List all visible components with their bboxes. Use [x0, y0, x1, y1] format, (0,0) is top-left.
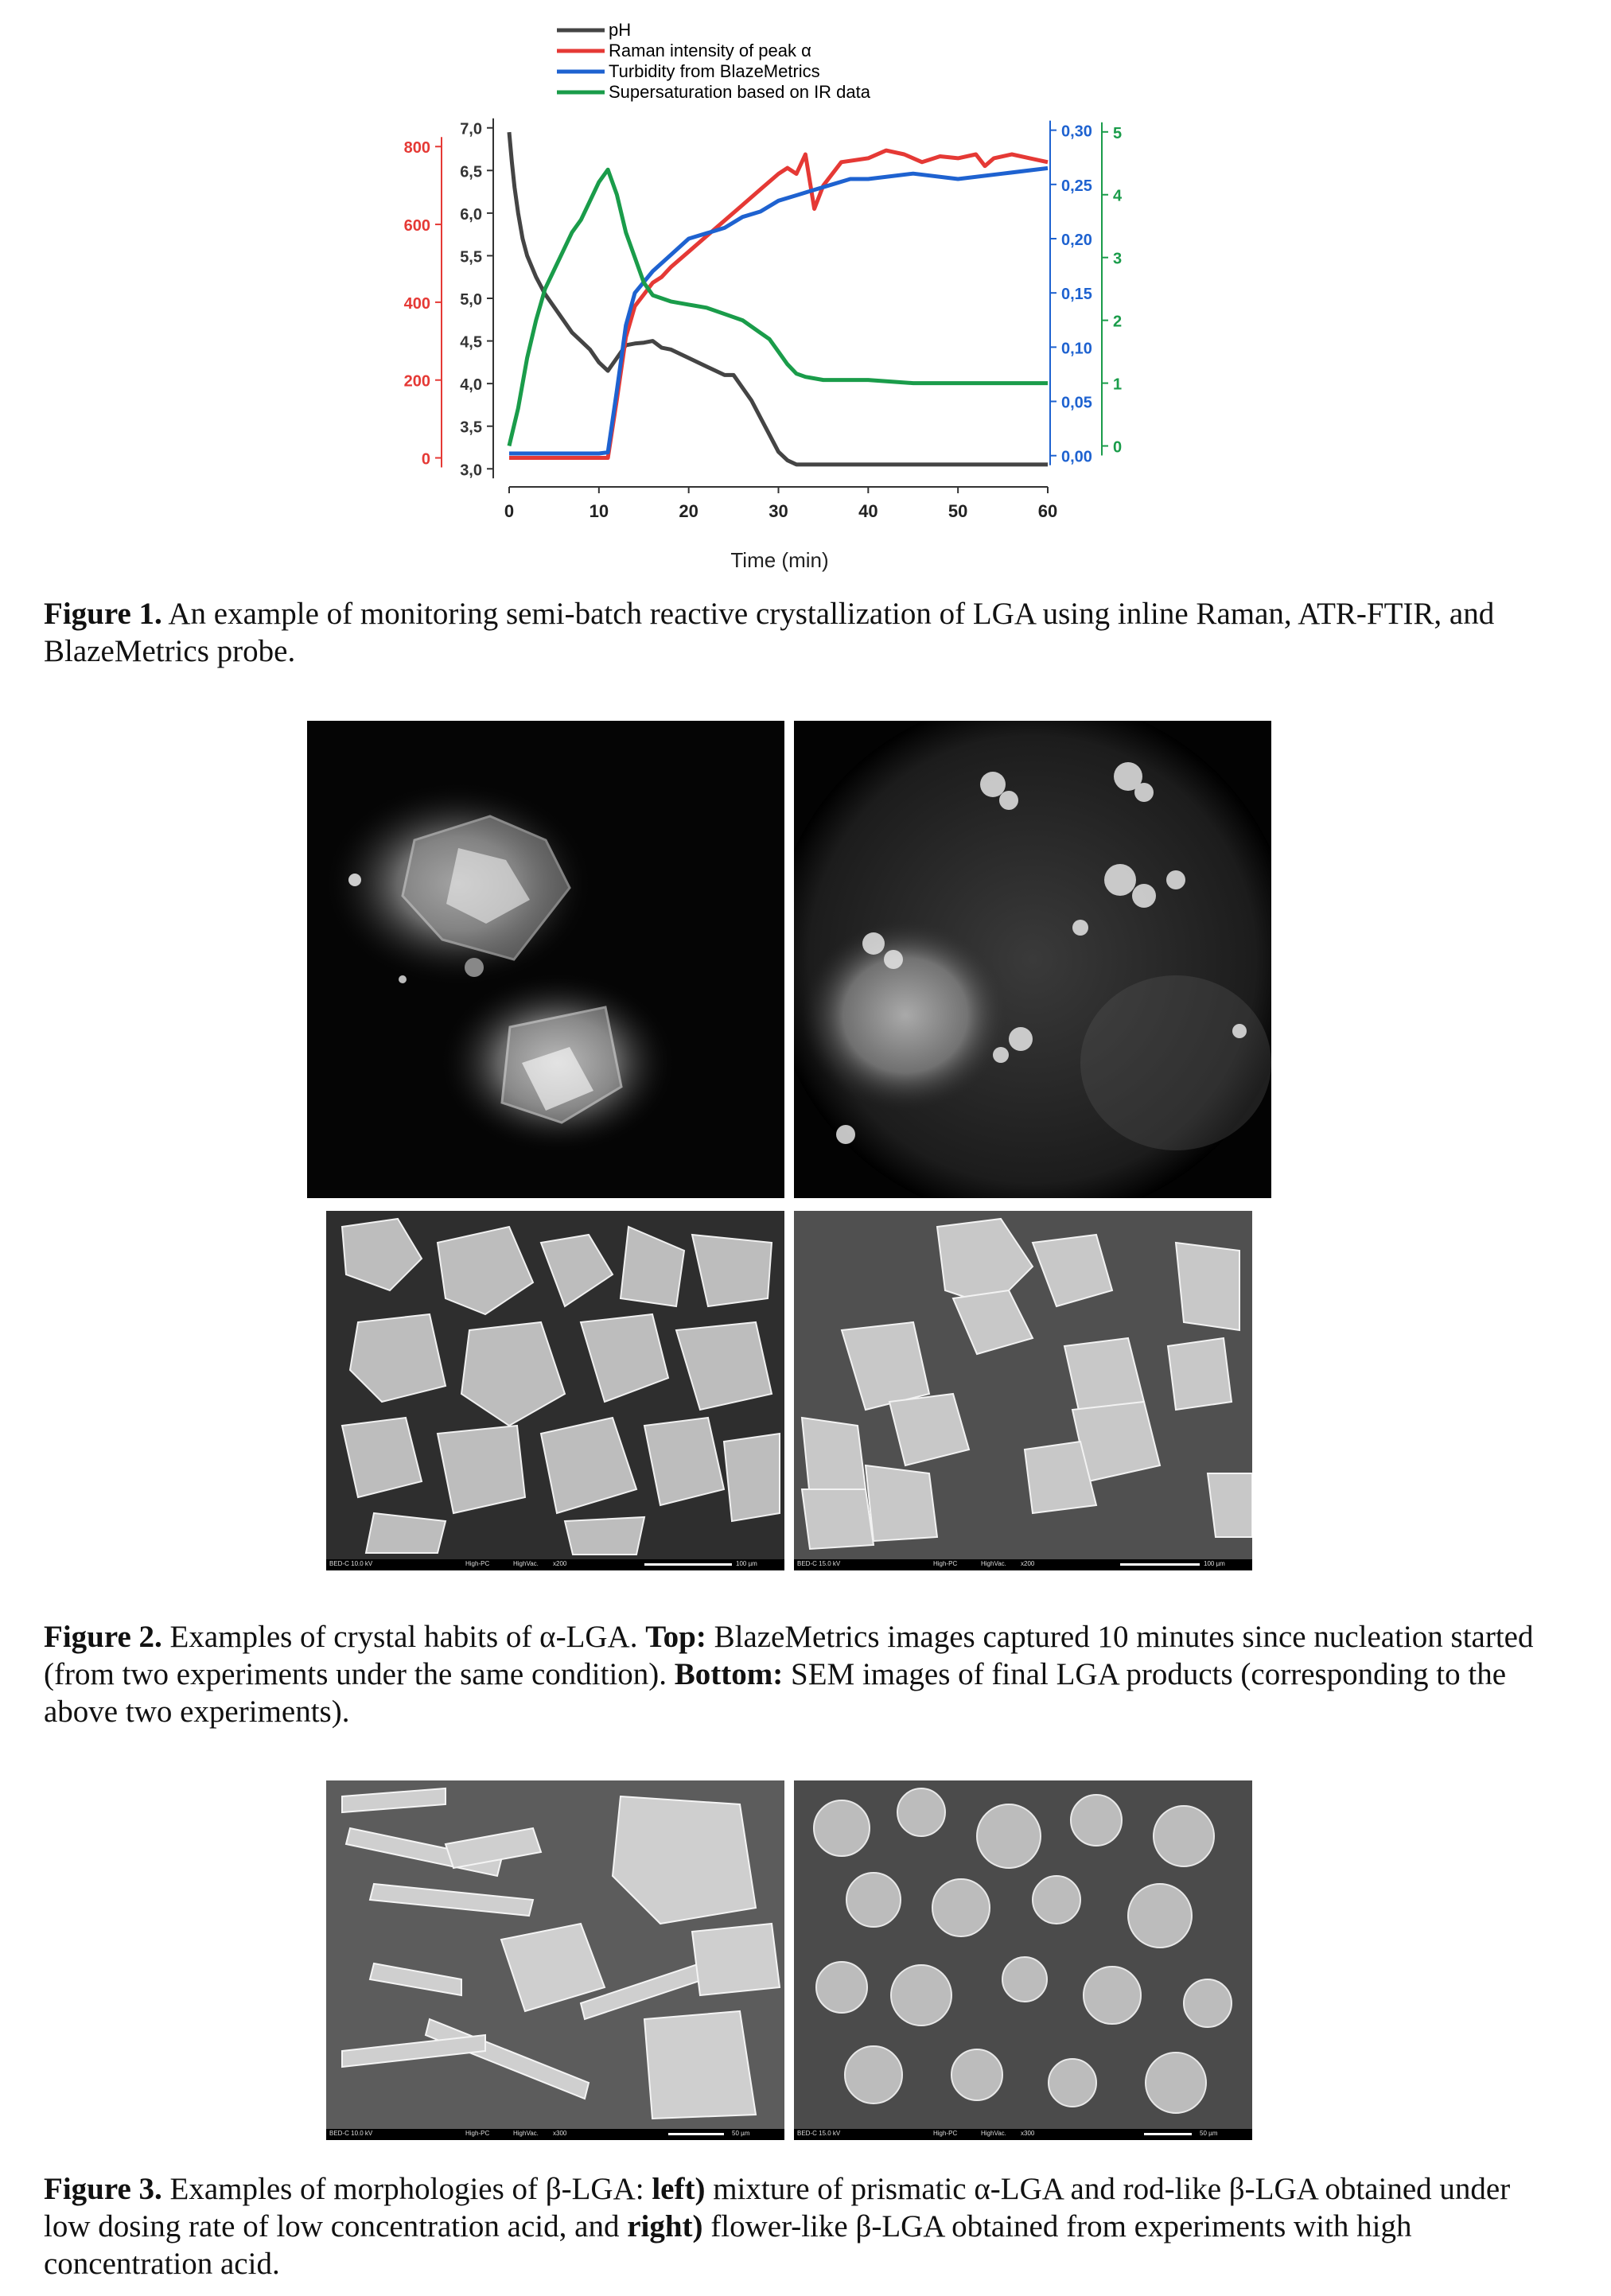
figure3-caption	[44, 2170, 1555, 2282]
sem-scale-bar	[1144, 2133, 1192, 2135]
blazemetrics-image-right	[794, 721, 1271, 1198]
figure1-text: An example of monitoring semi-batch reactive crystallization of LGA using inline Raman, ATR-FTIR, and BlazeMetrics probe.	[44, 597, 1495, 668]
ph-tick-label: 6,0	[460, 205, 482, 224]
x-axis-label: Time (min)	[730, 548, 829, 572]
sem-info-bar	[326, 1559, 784, 1570]
turbidity-tick-label: 0,05	[1061, 394, 1092, 412]
sem-scale: 50 µm	[732, 2130, 750, 2137]
sem-info-bar	[326, 2129, 784, 2140]
sem-image-fig3-right	[794, 1780, 1252, 2140]
ph-tick-label: 6,5	[460, 163, 482, 181]
sem-detector: BED-C 15.0 kV	[797, 1560, 841, 1567]
ph-tick-label: 3,0	[460, 461, 482, 480]
sem-image-fig2-right	[794, 1211, 1252, 1570]
supersaturation-tick-label: 3	[1113, 250, 1123, 268]
supersaturation-tick-label: 4	[1113, 187, 1123, 205]
x-tick-label: 10	[589, 501, 609, 521]
figure3-text-3: flower-like β-LGA obtained from experiments with high concentration acid.	[44, 2209, 1412, 2281]
series-line-turbidity	[509, 168, 1048, 453]
sem-image-fig3-left-art	[326, 1780, 784, 2129]
raman-tick-label: 800	[403, 139, 430, 158]
turbidity-tick-label: 0,10	[1061, 340, 1092, 358]
sem-scale-bar	[668, 2133, 724, 2135]
turbidity-tick-label: 0,00	[1061, 448, 1092, 466]
supersaturation-tick-label: 5	[1113, 124, 1123, 142]
sem-mode: High-PC	[465, 1560, 490, 1567]
sem-detector: BED-C 10.0 kV	[329, 1560, 373, 1567]
turbidity-tick-label: 0,20	[1061, 232, 1092, 249]
ph-tick-label: 3,5	[460, 418, 482, 437]
sem-mode: High-PC	[933, 2130, 958, 2137]
x-tick-label: 30	[769, 501, 788, 521]
sem-image-fig3-left	[326, 1780, 784, 2140]
sem-scale: 100 µm	[736, 1560, 757, 1567]
sem-mag: x200	[1021, 1560, 1035, 1567]
sem-mag: x200	[553, 1560, 567, 1567]
figure2-bottom-label: Bottom:	[674, 1657, 784, 1691]
blazemetrics-image-left-art	[307, 721, 784, 1198]
figure3-right-label: right)	[627, 2209, 703, 2243]
chart-legend	[557, 20, 871, 102]
blazemetrics-image-right-art	[794, 721, 1271, 1198]
supersaturation-tick-label: 2	[1113, 313, 1123, 331]
turbidity-tick-label: 0,30	[1061, 123, 1092, 141]
raman-tick-label: 0	[421, 450, 430, 469]
figure3-text-1: Examples of morphologies of β-LGA:	[161, 2172, 652, 2206]
sem-detector: BED-C 15.0 kV	[797, 2130, 841, 2137]
figure2-text-3: SEM images of final LGA products (corresponding to the above two experiments).	[44, 1657, 1506, 1729]
sem-mag: x300	[553, 2130, 567, 2137]
raman-tick-label: 200	[403, 372, 430, 391]
legend-label-ph: pH	[609, 20, 632, 40]
sem-scale-bar	[644, 1563, 732, 1566]
figure3-text-2: mixture of prismatic α-LGA and rod-like β-LGA obtained under low dosing rate of low concentration acid, and	[44, 2172, 1511, 2243]
sem-scale: 100 µm	[1204, 1560, 1225, 1567]
supersaturation-tick-label: 0	[1113, 438, 1123, 457]
ph-tick-label: 4,5	[460, 333, 482, 352]
sem-detector: BED-C 10.0 kV	[329, 2130, 373, 2137]
supersaturation-tick-label: 1	[1113, 376, 1123, 394]
figure2-text-1: Examples of crystal habits of α-LGA.	[161, 1620, 646, 1654]
raman-tick-label: 600	[403, 217, 430, 235]
turbidity-tick-label: 0,15	[1061, 286, 1092, 304]
x-tick-label: 60	[1037, 501, 1058, 521]
x-tick-label: 50	[948, 501, 968, 521]
legend-label-turbidity: Turbidity from BlazeMetrics	[609, 61, 820, 81]
figure2-label: Figure 2.	[44, 1620, 162, 1654]
blazemetrics-image-left	[307, 721, 784, 1198]
sem-image-fig3-right-art	[794, 1780, 1252, 2129]
sem-scale: 50 µm	[1200, 2130, 1218, 2137]
ph-tick-label: 7,0	[460, 120, 482, 138]
x-tick-label: 20	[679, 501, 698, 521]
sem-mode: High-PC	[465, 2130, 490, 2137]
sem-vac: HighVac.	[981, 2130, 1006, 2137]
sem-scale-bar	[1120, 1563, 1200, 1566]
sem-info-bar	[794, 2129, 1252, 2140]
x-tick-label: 0	[504, 501, 515, 521]
legend-label-supersaturation: Supersaturation based on IR data	[609, 82, 871, 102]
series-line-ph	[509, 132, 1048, 465]
ph-tick-label: 5,5	[460, 248, 482, 267]
ph-tick-label: 4,0	[460, 376, 482, 395]
sem-image-fig2-left-art	[326, 1211, 784, 1559]
turbidity-tick-label: 0,25	[1061, 177, 1092, 195]
figure2-caption	[44, 1618, 1555, 1730]
figure2-text-2: BlazeMetrics images captured 10 minutes since nucleation started (from two experiments under the same condition).	[44, 1620, 1534, 1691]
figure3-label: Figure 3.	[44, 2172, 162, 2206]
series-line-supersaturation	[509, 169, 1048, 446]
raman-tick-label: 400	[403, 294, 430, 313]
sem-mode: High-PC	[933, 1560, 958, 1567]
sem-image-fig2-left	[326, 1211, 784, 1570]
figure3-left-label: left)	[652, 2172, 706, 2206]
sem-mag: x300	[1021, 2130, 1035, 2137]
figure2-top-label: Top:	[645, 1620, 706, 1654]
figure1-chart	[382, 16, 1146, 589]
sem-image-fig2-right-art	[794, 1211, 1252, 1559]
figure1-label: Figure 1.	[44, 597, 162, 631]
sem-vac: HighVac.	[981, 1560, 1006, 1567]
figure1-caption	[44, 595, 1555, 670]
legend-label-raman: Raman intensity of peak α	[609, 41, 811, 60]
sem-info-bar	[794, 1559, 1252, 1570]
sem-vac: HighVac.	[513, 2130, 539, 2137]
ph-tick-label: 5,0	[460, 291, 482, 309]
chart-series	[509, 132, 1048, 465]
x-tick-label: 40	[858, 501, 878, 521]
sem-vac: HighVac.	[513, 1560, 539, 1567]
